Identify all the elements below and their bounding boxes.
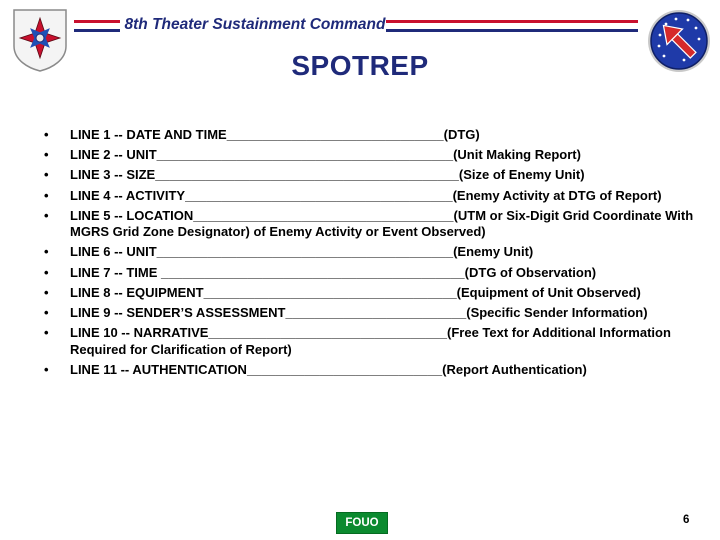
- list-item: [44, 285, 694, 302]
- list-item: [44, 208, 694, 241]
- list-item: [44, 167, 694, 184]
- list-item: [44, 325, 694, 358]
- bullet-icon: •: [44, 244, 49, 260]
- bullet-icon: •: [44, 361, 49, 377]
- line-text: LINE 3 -- SIZE__________________________________________(Size of Enemy Unit): [70, 167, 585, 183]
- header-rule-right-blue: [386, 29, 638, 32]
- header-rule-left-red: [74, 20, 120, 23]
- list-item: [44, 265, 694, 282]
- bullet-icon: •: [44, 167, 49, 183]
- spotrep-line-list: [44, 127, 694, 382]
- page-number: 6: [683, 514, 690, 526]
- classification-badge: FOUO: [336, 512, 388, 534]
- header-rule-left-blue: [74, 29, 120, 32]
- line-text: LINE 5 -- LOCATION____________________________________(UTM or Six-Digit Grid Coordinate With MGRS Grid Zone Designator) of Enemy Activity or Event Observed): [70, 207, 694, 240]
- list-item: [44, 188, 694, 205]
- line-text: LINE 1 -- DATE AND TIME______________________________(DTG): [70, 127, 480, 142]
- header-rule-right-red: [386, 20, 638, 23]
- bullet-icon: •: [44, 284, 49, 300]
- line-text: LINE 7 -- TIME __________________________________________(DTG of Observation): [70, 264, 597, 280]
- line-text: LINE 8 -- EQUIPMENT___________________________________(Equipment of Unit Observed): [70, 284, 641, 300]
- line-text: LINE 4 -- ACTIVITY_____________________________________(Enemy Activity at DTG of Report): [70, 187, 662, 203]
- bullet-icon: •: [44, 207, 49, 223]
- line-text: LINE 6 -- UNIT_________________________________________(Enemy Unit): [70, 244, 534, 260]
- line-text: LINE 9 -- SENDER’S ASSESSMENT_________________________(Specific Sender Information): [70, 305, 648, 320]
- bullet-icon: •: [44, 147, 49, 163]
- slide-title: SPOTREP: [291, 50, 429, 81]
- line-text: LINE 10 -- NARRATIVE_________________________________(Free Text for Additional Information Required for Clarification of Report): [70, 325, 671, 357]
- bullet-icon: •: [44, 187, 49, 203]
- list-item: [44, 147, 694, 164]
- list-item: [44, 362, 694, 379]
- line-text: LINE 2 -- UNIT_________________________________________(Unit Making Report): [70, 147, 581, 163]
- bullet-icon: •: [44, 305, 49, 320]
- bullet-icon: •: [44, 325, 49, 341]
- list-item: [44, 305, 694, 322]
- list-item: [44, 244, 694, 261]
- line-text: LINE 11 -- AUTHENTICATION___________________________(Report Authentication): [70, 361, 587, 377]
- bullet-icon: •: [44, 127, 49, 142]
- bullet-icon: •: [44, 264, 49, 280]
- list-item: [44, 127, 694, 144]
- header-title: 8th Theater Sustainment Command: [124, 16, 386, 33]
